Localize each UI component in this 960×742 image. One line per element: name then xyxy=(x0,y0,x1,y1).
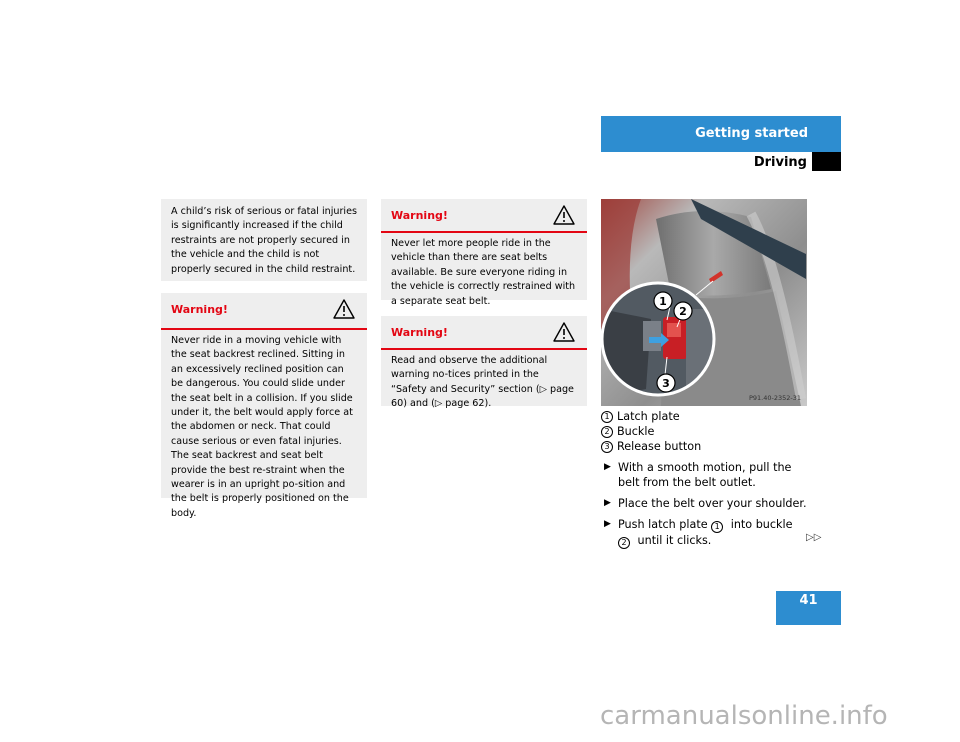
page-number-box xyxy=(776,591,841,625)
bullet-arrow-icon: ▶ xyxy=(604,462,611,472)
warning-title: Warning! xyxy=(391,209,448,222)
header-bar xyxy=(601,116,841,152)
warning-box-additional xyxy=(381,316,587,410)
legend-item xyxy=(601,409,701,424)
warning-title: Warning! xyxy=(391,326,448,339)
legend-item xyxy=(601,424,701,439)
legend-label: Buckle xyxy=(617,425,655,438)
warning-box-seats xyxy=(381,199,587,307)
step-text-part: until it clicks. xyxy=(634,534,712,547)
warning-text: Never ride in a moving vehicle with the seat backrest reclined. Sitting in an excessively reclined position can be dangerous. You could slide under the seat belt in a collision. If you slide under it, the belt would apply force at the abdomen or neck. That could cause serious or even fatal injuries. The seat backrest and seat belt provide the best re-straint when the wearer is in an upright po-sition and the belt is properly positioned on the body. xyxy=(171,335,353,519)
warning-triangle-icon xyxy=(333,299,355,319)
bullet-arrow-icon: ▶ xyxy=(604,498,611,508)
legend-number: 1 xyxy=(601,411,613,423)
legend-number: 3 xyxy=(601,441,613,453)
inline-number: 2 xyxy=(618,537,630,549)
intro-box xyxy=(161,199,367,281)
warning-text: Never let more people ride in the vehicle than there are seat belts available. Be sure everyone riding in the vehicle is correctly restrained with a separate seat belt. xyxy=(391,238,576,307)
legend-label: Latch plate xyxy=(617,410,680,423)
warning-text: Read and observe the additional warning no-tices printed in the “Safety and Security” section (▷ page 60) and (▷ page 62). xyxy=(391,355,574,410)
callout-2: 2 xyxy=(679,305,687,318)
header-marker xyxy=(812,152,841,171)
step-text: With a smooth motion, pull the belt from the belt outlet. xyxy=(618,461,792,489)
step-item xyxy=(601,496,811,511)
step-text-part: Push latch plate xyxy=(618,518,712,531)
warning-box-recline xyxy=(161,293,367,519)
warning-title: Warning! xyxy=(171,303,228,316)
continued-icon: ▷▷ xyxy=(806,532,822,543)
seat-belt-photo xyxy=(601,199,807,406)
figure-legend xyxy=(601,409,701,454)
intro-text: A child’s risk of serious or fatal injuries is significantly increased if the child restraints are not properly secured in the vehicle and the child is not properly secured in the child restraint. xyxy=(171,206,357,275)
warning-triangle-icon xyxy=(553,322,575,342)
step-text: Place the belt over your shoulder. xyxy=(618,497,807,510)
figure-code: P91.40-2352-31 xyxy=(748,394,801,402)
inline-number: 1 xyxy=(711,521,723,533)
legend-item xyxy=(601,439,701,454)
warning-header xyxy=(381,316,587,350)
watermark: carmanualsonline.info xyxy=(600,701,888,731)
warning-header xyxy=(381,199,587,233)
instruction-steps xyxy=(601,460,811,555)
callout-3: 3 xyxy=(662,377,670,390)
section-title: Getting started xyxy=(695,126,808,141)
bullet-arrow-icon: ▶ xyxy=(604,519,611,529)
warning-triangle-icon xyxy=(553,205,575,225)
step-item xyxy=(601,460,811,490)
subsection-title: Driving xyxy=(753,155,807,170)
step-item xyxy=(601,517,811,549)
page-number: 41 xyxy=(799,593,818,608)
legend-label: Release button xyxy=(617,440,702,453)
legend-number: 2 xyxy=(601,426,613,438)
callout-1: 1 xyxy=(659,295,667,308)
step-text-part: into buckle xyxy=(727,518,793,531)
warning-header xyxy=(161,293,367,330)
